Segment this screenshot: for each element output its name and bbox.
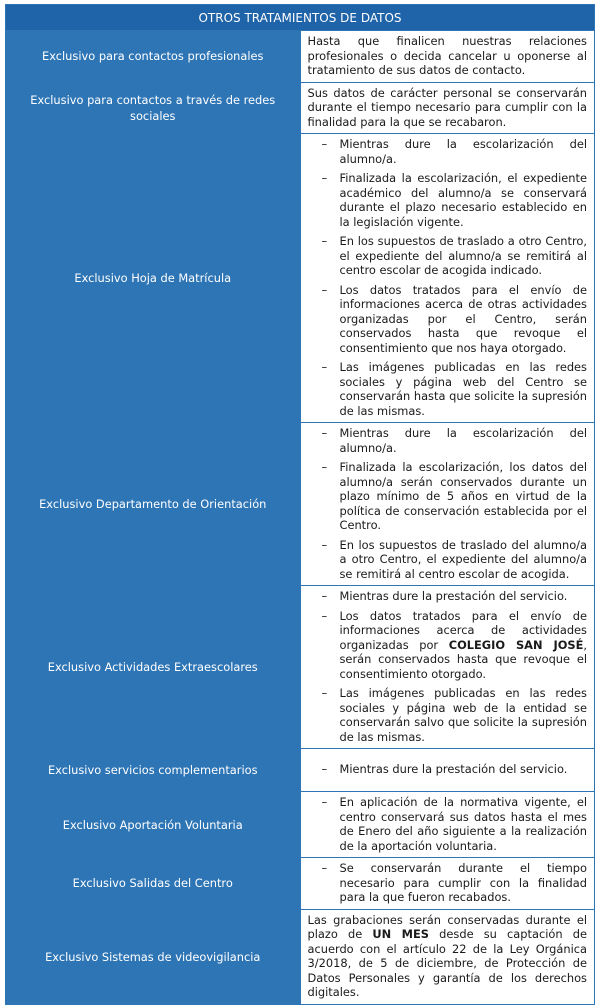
list-item: – Mientras dure la prestación del servicio. bbox=[308, 589, 588, 604]
list-item: – Las imágenes publicadas en las redes sociales y página web del Centro se conservarán hasta que solicite la supresión de las mismas. bbox=[308, 360, 588, 418]
row-label: Exclusivo Aportación Voluntaria bbox=[6, 792, 301, 858]
list-item: – Se conservarán durante el tiempo necesario para cumplir con la finalidad para la que fueron recabados. bbox=[308, 861, 588, 905]
bullet-list bbox=[308, 137, 588, 418]
table-row bbox=[6, 749, 595, 792]
row-text: Las grabaciones serán conservadas durante el plazo de bbox=[307, 912, 587, 941]
row-content bbox=[300, 423, 595, 586]
row-label: Exclusivo servicios complementarios bbox=[6, 749, 301, 792]
retention-table bbox=[5, 4, 595, 1005]
row-content bbox=[300, 909, 595, 1004]
list-item: – Mientras dure la escolarización del alumno/a. bbox=[308, 426, 588, 455]
table-row bbox=[6, 586, 595, 749]
list-item: – Finalizada la escolarización, los datos del alumno/a serán conservados durante un plazo mínimo de 5 años en virtud de la política de conservación establecida por el Centro. bbox=[308, 460, 588, 533]
bullet-list bbox=[308, 589, 588, 744]
row-text: Sus datos de carácter personal se conservarán durante el tiempo necesario para cumplir con la finalidad para la que se recabaron. bbox=[300, 82, 595, 134]
row-label: Exclusivo Sistemas de videovigilancia bbox=[6, 909, 301, 1004]
list-item-text: Los datos tratados para el envío de informaciones acerca de actividades organizadas por bbox=[339, 608, 587, 652]
row-label: Exclusivo Hoja de Matrícula bbox=[6, 134, 301, 423]
retention-table-container bbox=[5, 4, 595, 1005]
row-label: Exclusivo Departamento de Orientación bbox=[6, 423, 301, 586]
row-text: desde su captación de acuerdo con el artículo 22 de la Ley Orgánica 3/2018, de 5 de diciembre, de Protección de Datos Personales y garantía de los derechos digitales. bbox=[307, 927, 587, 999]
row-content bbox=[300, 749, 595, 792]
table-row bbox=[6, 858, 595, 910]
row-content bbox=[300, 134, 595, 423]
list-item: – Mientras dure la prestación del servicio. bbox=[308, 762, 588, 777]
table-header-row bbox=[6, 5, 595, 31]
table-row bbox=[6, 31, 595, 83]
table-row bbox=[6, 423, 595, 586]
list-item: – En aplicación de la normativa vigente, el centro conservará sus datos hasta el mes de Enero del año siguiente a la realización de la aportación voluntaria. bbox=[308, 795, 588, 853]
list-item: – En los supuestos de traslado del alumno/a a otro Centro, el expediente del alumno/a se remitirá al centro escolar de acogida. bbox=[308, 538, 588, 582]
bullet-list bbox=[308, 795, 588, 853]
table-row bbox=[6, 792, 595, 858]
row-content bbox=[300, 858, 595, 910]
list-item: – En los supuestos de traslado a otro Centro, el expediente del alumno/a se remitirá al centro escolar de acogida indicado. bbox=[308, 234, 588, 278]
row-label: Exclusivo para contactos a través de redes sociales bbox=[6, 82, 301, 134]
table-title: OTROS TRATAMIENTOS DE DATOS bbox=[6, 5, 595, 31]
retention-period: UN MES bbox=[372, 927, 429, 941]
list-item: – Mientras dure la escolarización del alumno/a. bbox=[308, 137, 588, 166]
list-item-text: , serán conservados hasta que revoque el consentimiento otorgado. bbox=[339, 637, 587, 681]
table-row bbox=[6, 82, 595, 134]
row-label: Exclusivo Actividades Extraescolares bbox=[6, 586, 301, 749]
bullet-list bbox=[308, 861, 588, 905]
organization-name: COLEGIO SAN JOSÉ bbox=[448, 637, 584, 652]
list-item bbox=[308, 609, 588, 682]
bullet-list bbox=[308, 426, 588, 581]
list-item: – Finalizada la escolarización, el expediente académico del alumno/a se conservará durante el plazo necesario establecido en la legislación vigente. bbox=[308, 171, 588, 229]
row-label: Exclusivo Salidas del Centro bbox=[6, 858, 301, 910]
bullet-list bbox=[308, 762, 588, 777]
row-content bbox=[300, 792, 595, 858]
table-row bbox=[6, 134, 595, 423]
list-item: – Los datos tratados para el envío de informaciones acerca de otras actividades organizadas por el Centro, serán conservados hasta que revoque el consentimiento que nos haya otorgado. bbox=[308, 283, 588, 356]
row-text: Hasta que finalicen nuestras relaciones profesionales o decida cancelar u oponerse al tratamiento de sus datos de contacto. bbox=[300, 31, 595, 83]
row-label: Exclusivo para contactos profesionales bbox=[6, 31, 301, 83]
row-content bbox=[300, 586, 595, 749]
table-row bbox=[6, 909, 595, 1004]
list-item: – Las imágenes publicadas en las redes sociales y página web de la entidad se conservarán salvo que solicite la supresión de las mismas. bbox=[308, 686, 588, 744]
